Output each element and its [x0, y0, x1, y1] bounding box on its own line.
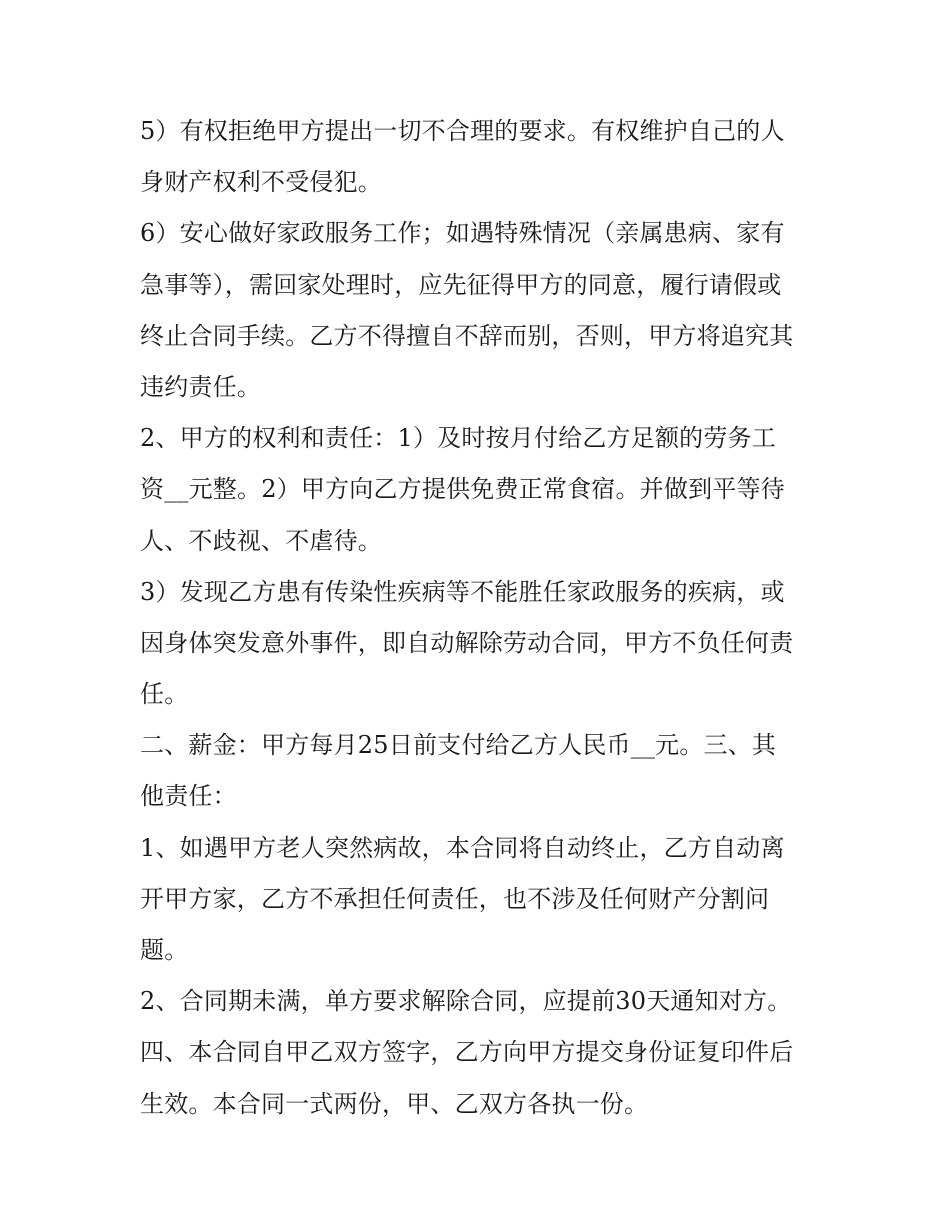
- text-line-13: 二、薪金：甲方每月25日前支付给乙方人民币__元。三、其: [140, 731, 777, 760]
- document-body: [140, 106, 820, 1130]
- text-line-2: 身财产权利不受侵犯。: [140, 168, 382, 197]
- text-line-16: 开甲方家，乙方不承担任何责任，也不涉及任何财产分割问: [140, 884, 770, 913]
- text-line-5: 终止合同手续。乙方不得擅自不辞而别，否则，甲方将追究其: [140, 321, 794, 350]
- text-line-14: 他责任：: [140, 782, 237, 811]
- text-line-4: 急事等），需回家处理时，应先征得甲方的同意，履行请假或: [140, 270, 782, 299]
- text-line-3: 6）安心做好家政服务工作；如遇特殊情况（亲属患病、家有: [140, 219, 785, 248]
- text-line-15: 1、如遇甲方老人突然病故，本合同将自动终止，乙方自动离: [140, 833, 785, 862]
- text-line-18: 2、合同期未满，单方要求解除合同，应提前30天通知对方。: [140, 987, 792, 1016]
- text-line-19: 四、本合同自甲乙双方签字，乙方向甲方提交身份证复印件后: [140, 1038, 794, 1067]
- text-line-12: 任。: [140, 680, 189, 709]
- text-line-11: 因身体突发意外事件，即自动解除劳动合同，甲方不负任何责: [140, 628, 794, 657]
- text-line-17: 题。: [140, 936, 189, 964]
- text-line-20: 生效。本合同一式两份，甲、乙双方各执一份。: [140, 1089, 649, 1118]
- text-line-7: 2、甲方的权利和责任：1）及时按月付给乙方足额的劳务工: [140, 424, 776, 453]
- text-line-6: 违约责任。: [140, 372, 261, 401]
- text-line-1: 5）有权拒绝甲方提出一切不合理的要求。有权维护自己的人: [140, 117, 785, 145]
- text-line-8: 资__元整。2）甲方向乙方提供免费正常食宿。并做到平等待: [140, 475, 785, 504]
- text-line-9: 人、不歧视、不虐待。: [140, 526, 382, 555]
- text-line-10: 3）发现乙方患有传染性疾病等不能胜任家政服务的疾病，或: [140, 577, 785, 606]
